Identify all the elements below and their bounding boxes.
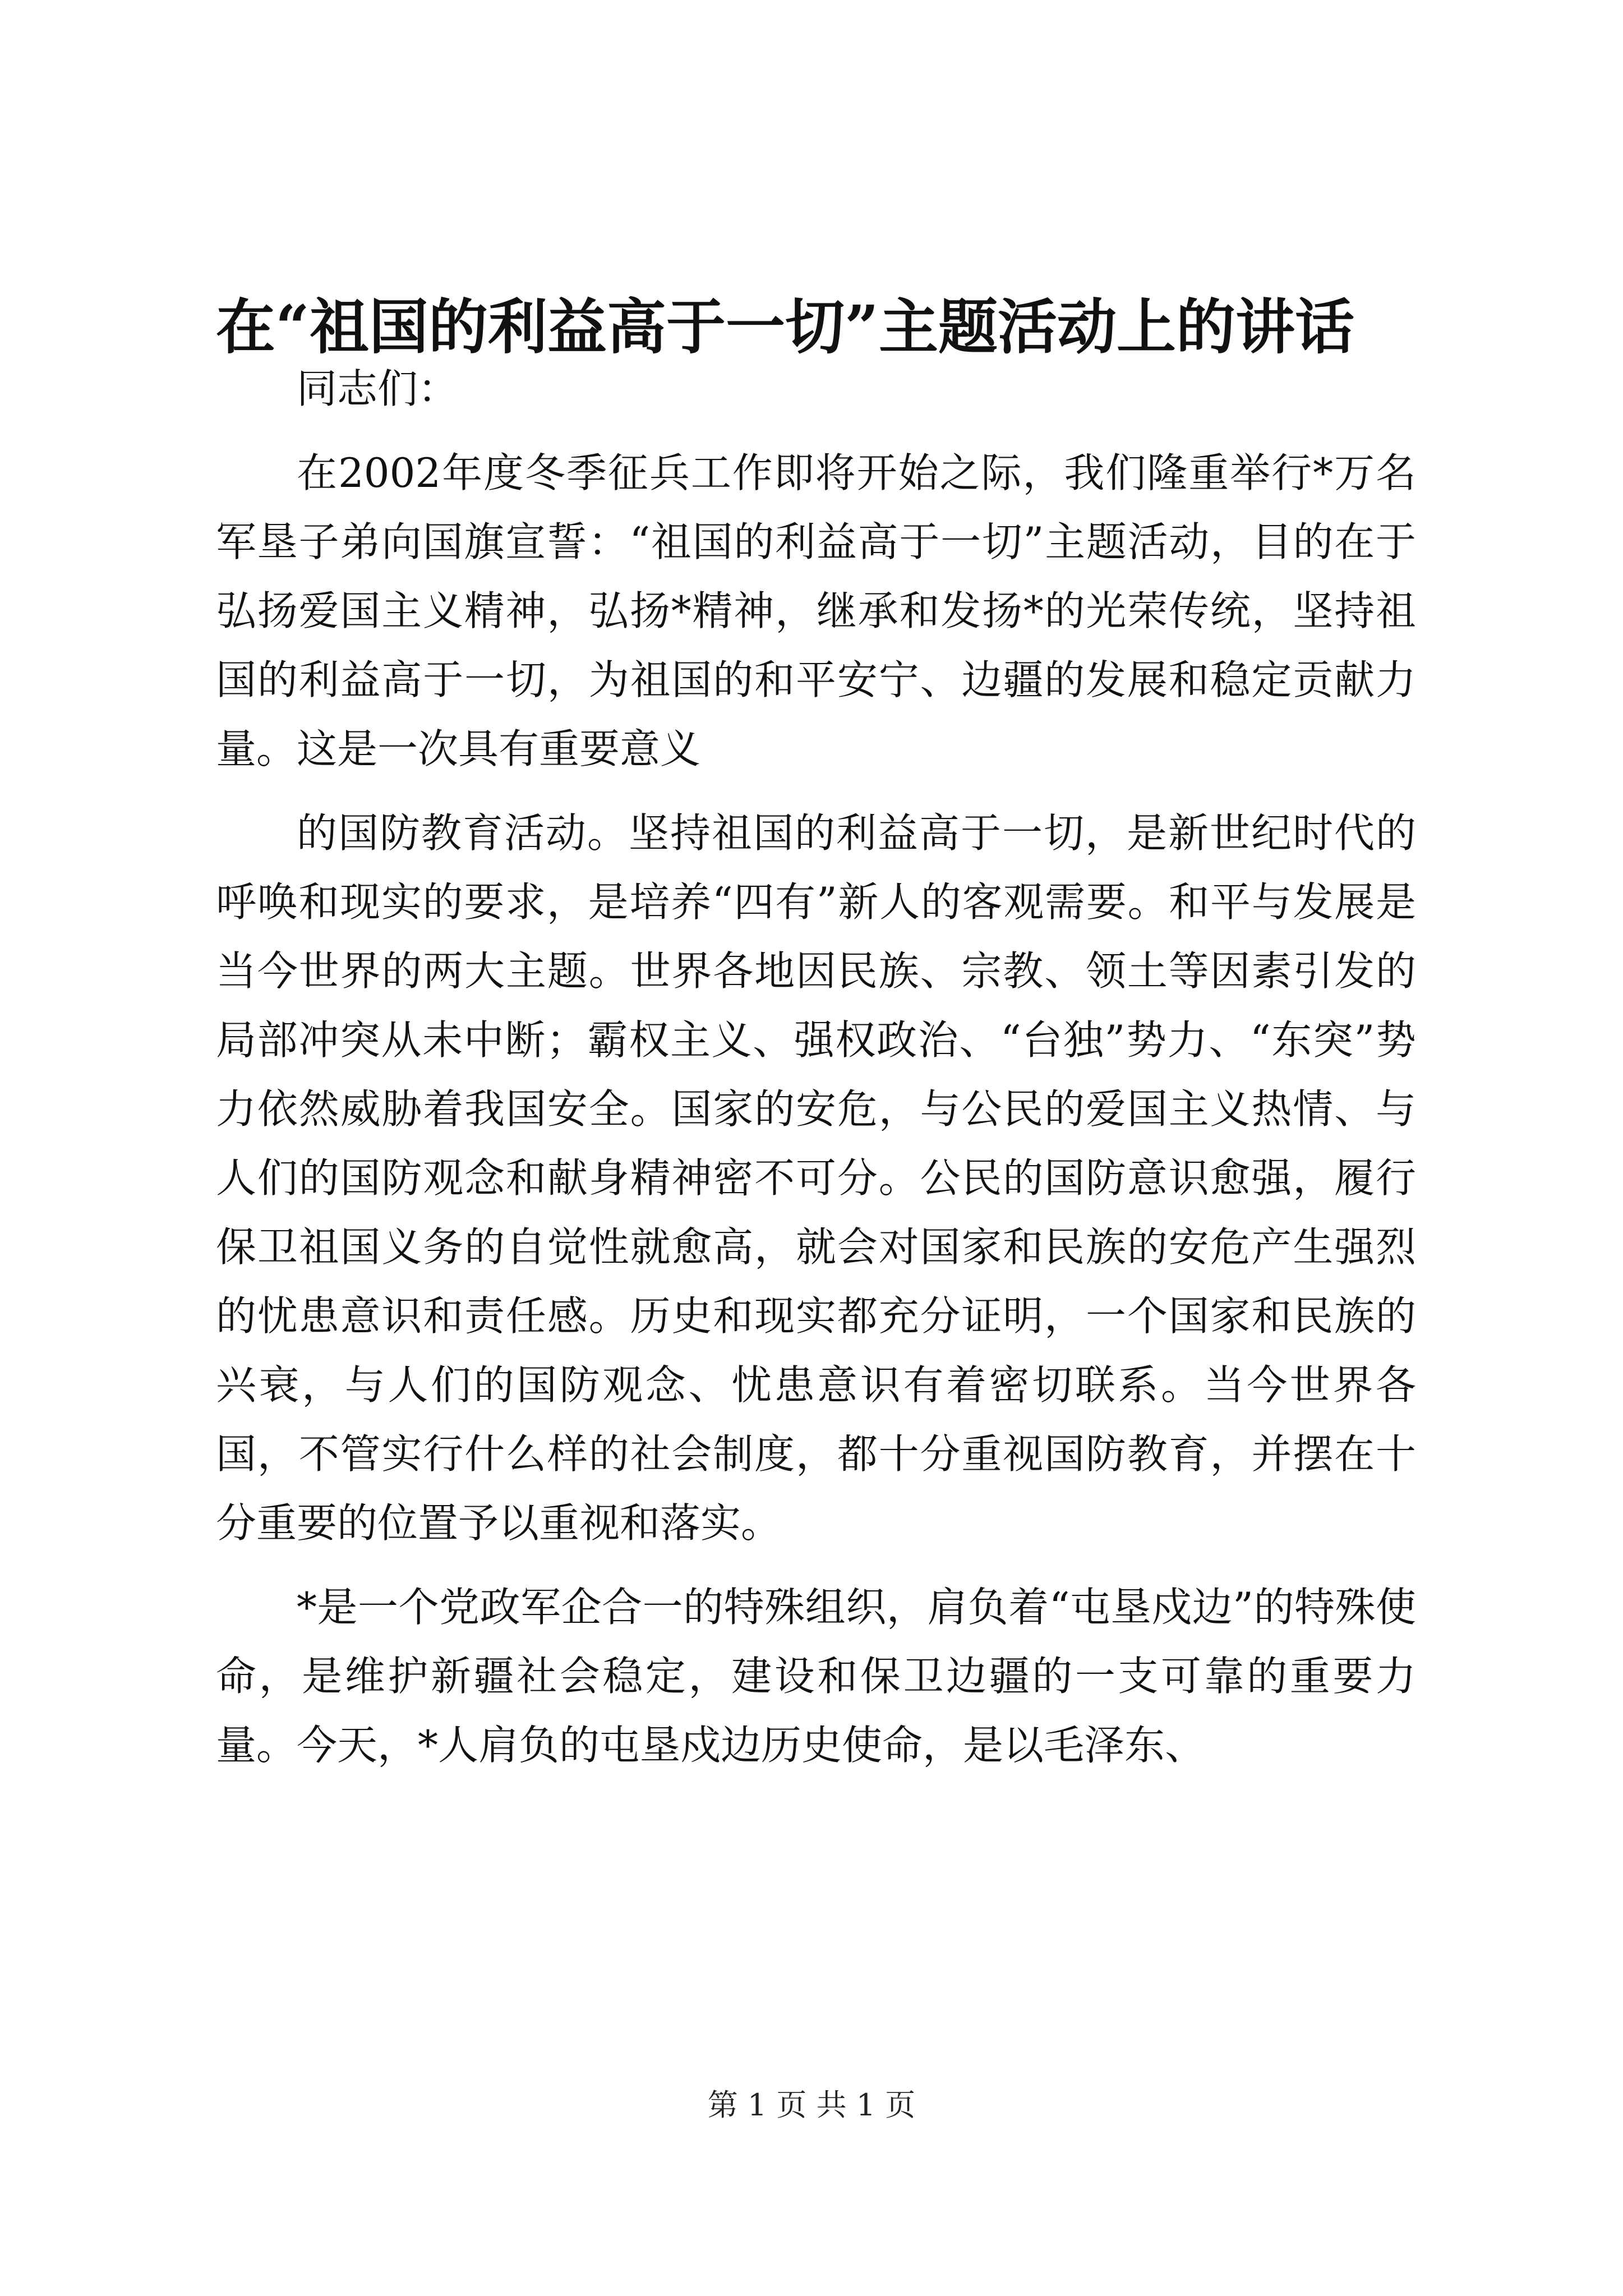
paragraph-3: *是一个党政军企合一的特殊组织，肩负着“屯垦戍边”的特殊使命，是维护新疆社会稳定，建设和保卫边疆的一支可靠的重要力量。今天，*人肩负的屯垦戍边历史使命，是以毛泽东、 [216,1584,1416,1769]
salutation: 同志们： [297,365,459,412]
page-footer [0,2086,1623,2125]
paragraph-2: 的国防教育活动。坚持祖国的利益高于一切，是新世纪时代的呼唤和现实的要求，是培养“四有”新人的客观需要。和平与发展是当今世界的两大主题。世界各地因民族、宗教、领土等因素引发的局部冲突从未中断；霸权主义、强权政治、“台独”势力、“东突”势力依然威胁着我国安全。国家的安危，与公民的爱国主义热情、与人们的国防观念和献身精神密不可分。公民的国防意识愈强，履行保卫祖国义务的自觉性就愈高，就会对国家和民族的安危产生强烈的忧患意识和责任感。历史和现实都充分证明，一个国家和民族的兴衰，与人们的国防观念、忧患意识有着密切联系。当今世界各国，不管实行什么样的社会制度，都十分重视国防教育，并摆在十分重要的位置予以重视和落实。 [216,809,1416,1547]
document-title: 在“祖国的利益高于一切”主题活动上的讲话 [216,292,1354,362]
document-body [216,355,1416,1780]
paragraph-1: 在2002年度冬季征兵工作即将开始之际，我们隆重举行*万名军垦子弟向国旗宣誓：“祖国的利益高于一切”主题活动，目的在于弘扬爱国主义精神，弘扬*精神，继承和发扬*的光荣传统，坚持祖国的利益高于一切，为祖国的和平安宁、边疆的发展和稳定贡献力量。这是一次具有重要意义 [216,449,1416,772]
page-number-label: 第 1 页 共 1 页 [707,2087,916,2123]
